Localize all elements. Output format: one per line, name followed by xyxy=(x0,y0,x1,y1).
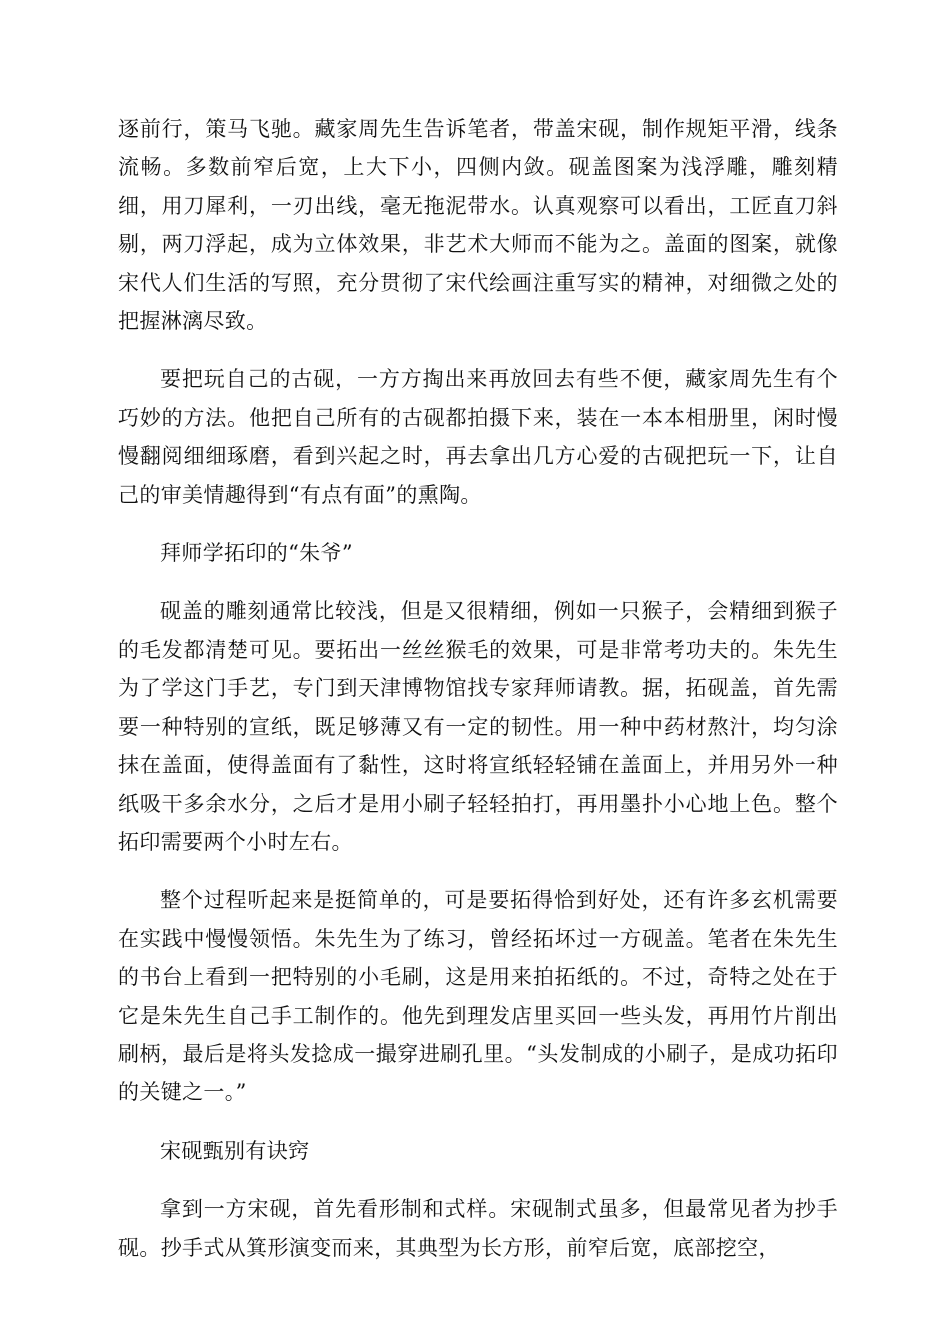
paragraph-2: 要把玩自己的古砚，一方方掏出来再放回去有些不便，藏家周先生有个巧妙的方法。他把自己所有的古砚都拍摄下来，装在一本本相册里，闲时慢慢翻阅细细琢磨，看到兴起之时，再去拿出几方心爱的古砚把玩一下，让自己的审美情趣得到“有点有面”的熏陶。 xyxy=(118,367,838,507)
section-heading-1: 拜师学拓印的“朱爷” xyxy=(160,541,353,566)
paragraph-gap xyxy=(118,514,838,534)
paragraph-5: 拿到一方宋砚，首先看形制和式样。宋砚制式虽多，但最常见者为抄手砚。抄手式从箕形演变而来，其典型为长方形，前窄后宽，底部挖空， xyxy=(118,1197,838,1260)
document-page xyxy=(118,110,838,1267)
paragraph-3: 砚盖的雕刻通常比较浅，但是又很精细，例如一只猴子，会精细到猴子的毛发都清楚可见。要拓出一丝丝猴毛的效果，可是非常考功夫的。朱先生为了学这门手艺，专门到天津博物馆找专家拜师请教。据，拓砚盖，首先需要一种特别的宣纸，既足够薄又有一定的韧性。用一种中药材熬汁，均匀涂抹在盖面，使得盖面有了黏性，这时将宣纸轻轻铺在盖面上，并用另外一种纸吸干多余水分，之后才是用小刷子轻轻拍打，再用墨扑小心地上色。整个拓印需要两个小时左右。 xyxy=(118,599,838,854)
paragraph-gap xyxy=(118,1170,838,1190)
paragraph-gap xyxy=(118,340,838,360)
paragraph-gap xyxy=(118,1112,838,1132)
paragraph-gap xyxy=(118,861,838,881)
paragraph-1: 逐前行，策马飞驰。藏家周先生告诉笔者，带盖宋砚，制作规矩平滑，线条流畅。多数前窄后宽，上大下小，四侧内敛。砚盖图案为浅浮雕，雕刻精细，用刀犀利，一刃出线，毫无拖泥带水。认真观察可以看出，工匠直刀斜剔，两刀浮起，成为立体效果，非艺术大师而不能为之。盖面的图案，就像宋代人们生活的写照，充分贯彻了宋代绘画注重写实的精神，对细微之处的把握淋漓尽致。 xyxy=(118,117,838,334)
section-heading-2: 宋砚甄别有诀窍 xyxy=(160,1138,310,1163)
paragraph-gap xyxy=(118,572,838,592)
paragraph-4: 整个过程听起来是挺简单的，可是要拓得恰到好处，还有许多玄机需要在实践中慢慢领悟。朱先生为了练习，曾经拓坏过一方砚盖。笔者在朱先生的书台上看到一把特别的小毛刷，这是用来拍拓纸的。不过，奇特之处在于它是朱先生自己手工制作的。他先到理发店里买回一些头发，再用竹片削出刷柄，最后是将头发捻成一撮穿进刷孔里。“头发制成的小刷子，是成功拓印的关键之一。” xyxy=(118,888,838,1105)
